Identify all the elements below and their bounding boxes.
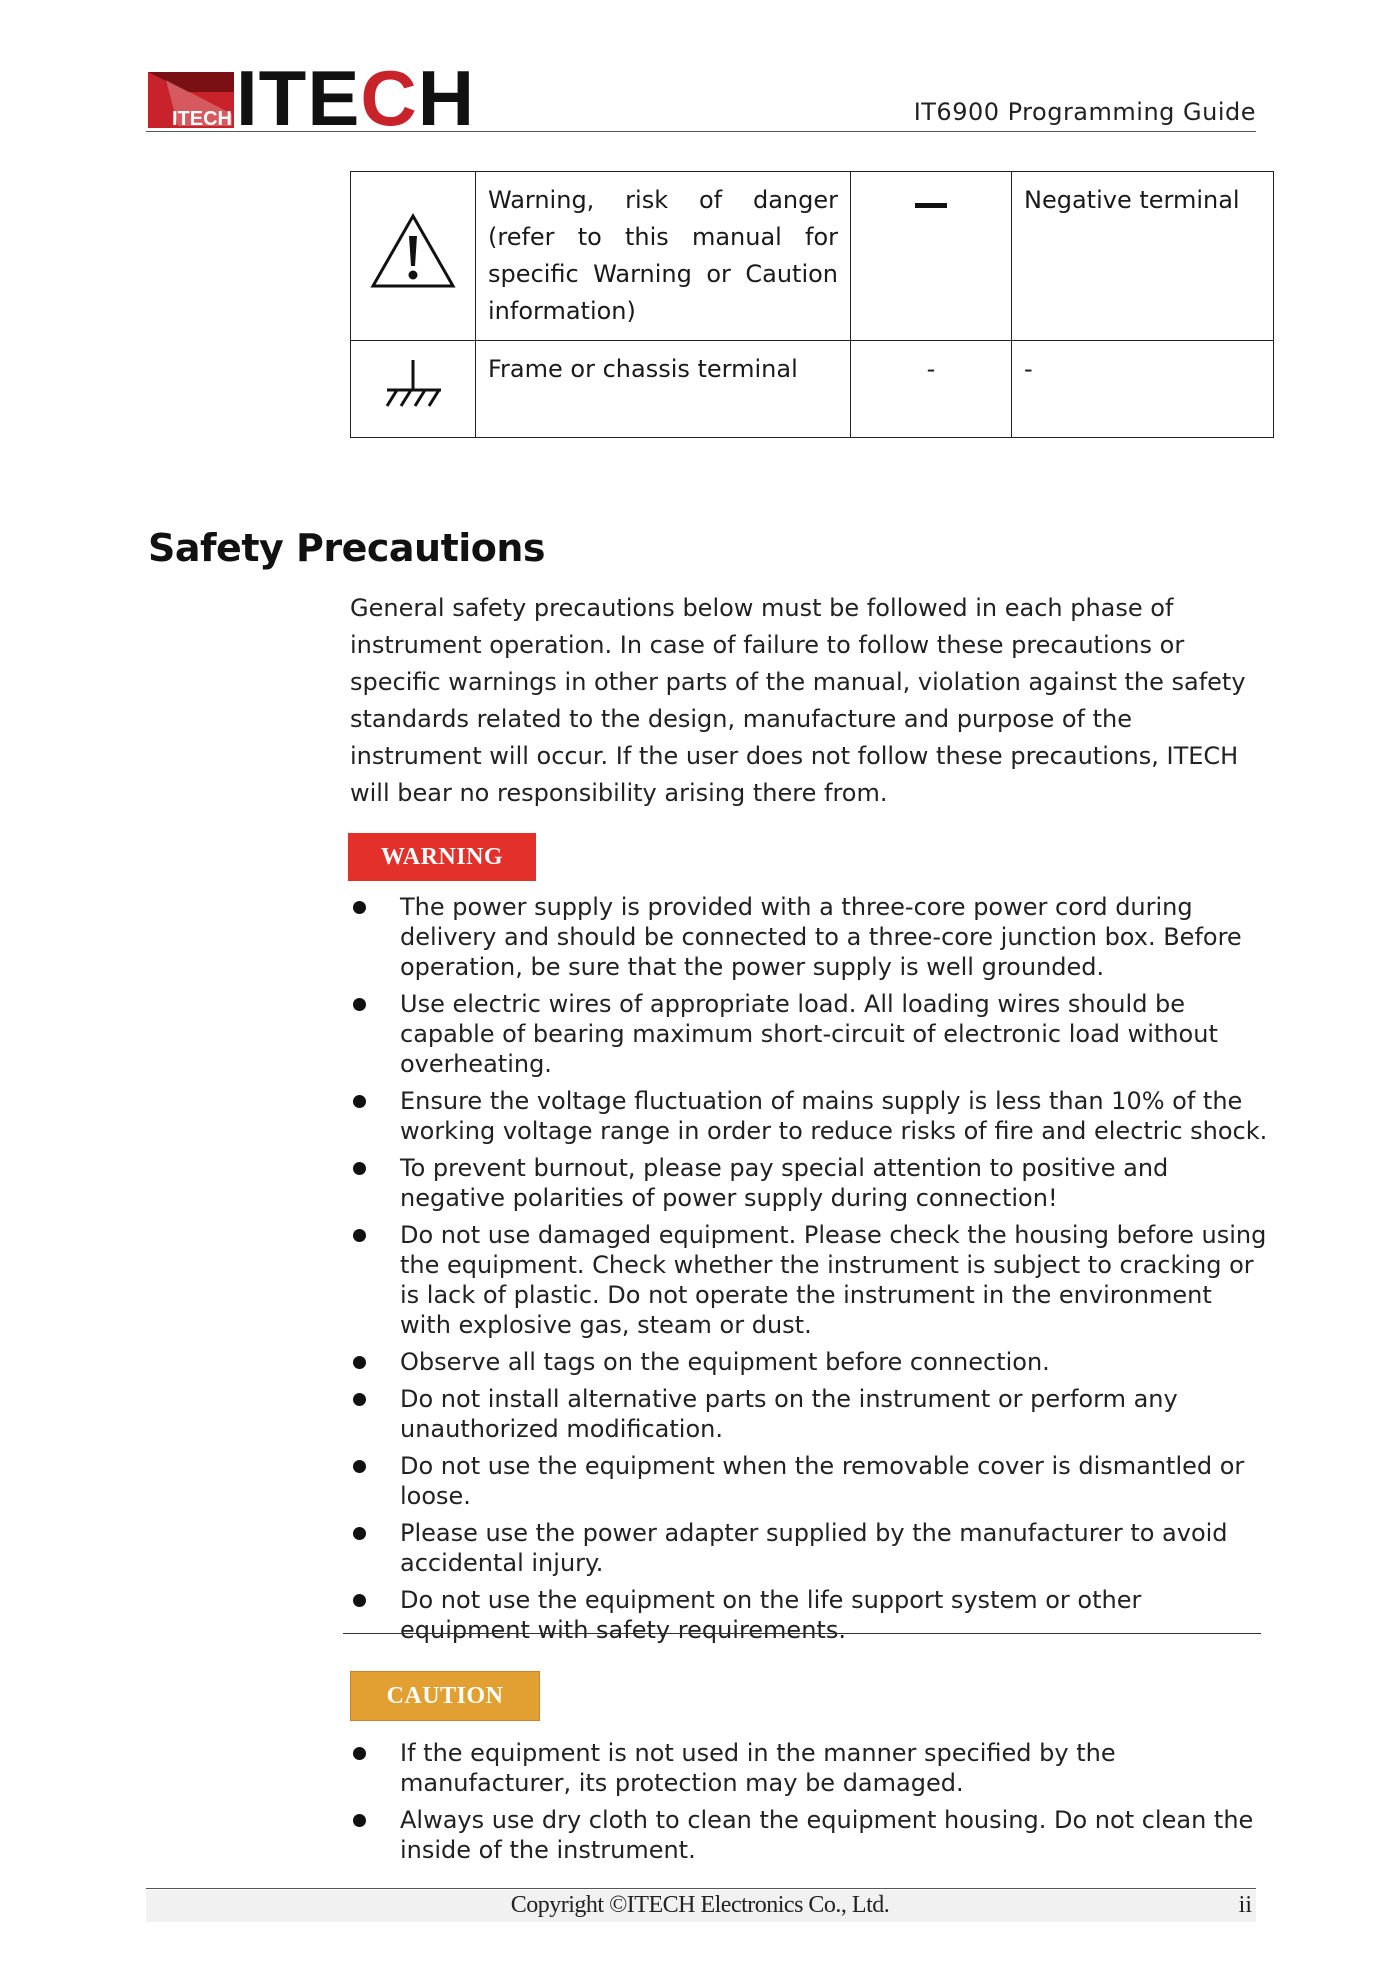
section-intro: General safety precautions below must be followed in each phase of instrument operation. In case of failure to follow these precautions or specific warnings in other parts of the manual, violation against the safety standards related to the design, manufacture and purpose of the instrument will occur. If the user does not follow these precautions, ITECH will bear no responsibility arising there from. [350,594,1246,807]
list-item: If the equipment is not used in the manner specified by the manufacturer, its protection may be damaged. [350,1738,1270,1798]
warning-triangle-icon [370,212,456,290]
bullet-icon [353,1527,366,1540]
copyright-text: Copyright ©ITECH Electronics Co., Ltd. [510,1892,890,1918]
page-number: ii [1238,1892,1252,1918]
caution-badge: CAUTION [350,1671,540,1721]
list-item: Observe all tags on the equipment before connection. [350,1347,1270,1377]
bullet-icon [353,998,366,1011]
bullet-icon [353,1814,366,1827]
document-title: IT6900 Programming Guide [913,98,1256,126]
logo-mark-icon [148,72,234,128]
negative-terminal-icon [915,203,947,208]
footer-divider [146,1888,1256,1889]
bullet-icon [353,1229,366,1242]
section-divider [343,1633,1261,1634]
symbol-cell [851,172,1012,341]
symbol-cell [351,341,476,438]
bullet-icon [353,1095,366,1108]
bullet-icon [353,1393,366,1406]
symbol-cell: - [851,341,1012,438]
bullet-icon [353,1162,366,1175]
bullet-icon [353,1594,366,1607]
bullet-icon [353,901,366,914]
list-item: Ensure the voltage fluctuation of mains supply is less than 10% of the working voltage range in order to reduce risks of fire and electric shock. [350,1086,1270,1146]
bullet-icon [353,1460,366,1473]
list-item: Do not use the equipment when the removable cover is dismantled or loose. [350,1451,1270,1511]
list-item: Always use dry cloth to clean the equipment housing. Do not clean the inside of the instrument. [350,1805,1270,1865]
logo-small-text: ITECH [172,108,232,128]
list-item: Do not use the equipment on the life support system or other equipment with safety requirements. [350,1585,1270,1645]
list-item: To prevent burnout, please pay special attention to positive and negative polarities of power supply during connection! [350,1153,1270,1213]
chassis-ground-icon [381,356,445,412]
caution-list [350,1738,1270,1872]
table-row [351,341,1274,438]
symbol-description: Negative terminal [1012,172,1274,341]
logo-wordmark: ITECH [236,54,476,142]
list-item: Do not use damaged equipment. Please check the housing before using the equipment. Check whether the instrument is subject to cracking or is lack of plastic. Do not operate the instrument in the environment with explosive gas, steam or dust. [350,1220,1270,1340]
symbol-description: Warning, risk of danger (refer to this manual for specific Warning or Caution information) [476,172,851,341]
symbol-cell [351,172,476,341]
bullet-icon [353,1747,366,1760]
list-item: Do not install alternative parts on the instrument or perform any unauthorized modification. [350,1384,1270,1444]
list-item: Use electric wires of appropriate load. All loading wires should be capable of bearing maximum short-circuit of electronic load without overheating. [350,989,1270,1079]
table-row [351,172,1274,341]
warning-list [350,892,1270,1652]
list-item: The power supply is provided with a three-core power cord during delivery and should be connected to a three-core junction box. Before operation, be sure that the power supply is well grounded. [350,892,1270,982]
itech-logo [148,54,476,142]
bullet-icon [353,1356,366,1369]
header-divider [146,131,1256,132]
symbol-description: - [1012,341,1274,438]
warning-badge: WARNING [348,833,536,881]
section-title: Safety Precautions [148,526,546,570]
symbol-description: Frame or chassis terminal [476,341,851,438]
list-item: Please use the power adapter supplied by the manufacturer to avoid accidental injury. [350,1518,1270,1578]
symbols-table [350,171,1274,438]
